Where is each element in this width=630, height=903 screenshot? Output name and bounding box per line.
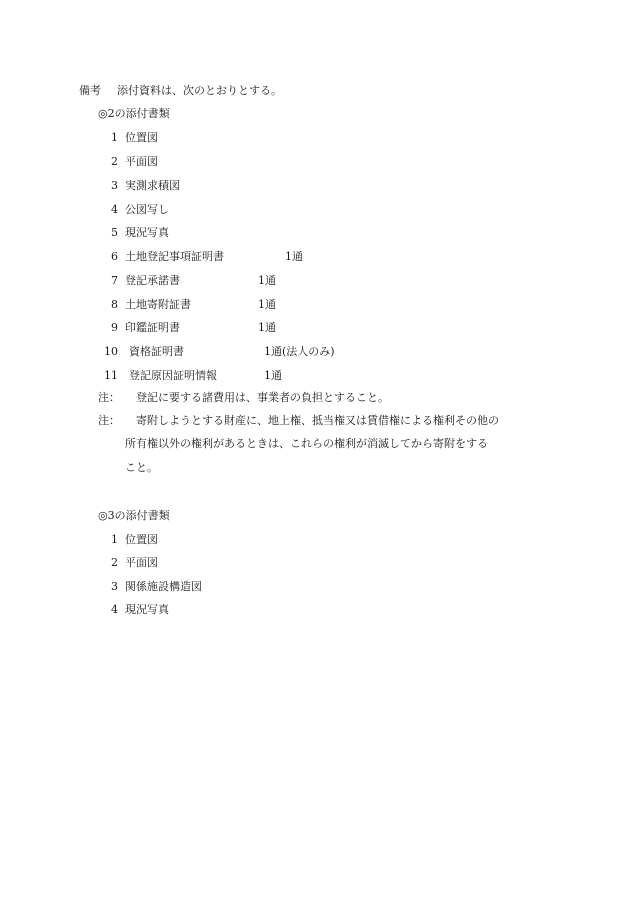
list-item <box>100 369 282 383</box>
note-text: 寄附しようとする財産に、地上権、抵当権又は賃借権による権利その他の <box>136 414 499 427</box>
note-mark: 注： <box>98 414 120 427</box>
item-number: 9 <box>111 321 118 334</box>
list-item <box>100 155 158 169</box>
item-number: 1 <box>111 533 118 546</box>
item-label: 位置図 <box>125 533 158 546</box>
list-item <box>100 345 335 359</box>
item-label: 公図写し <box>125 203 169 216</box>
item-label: 土地登記事項証明書 <box>125 250 224 263</box>
item-label: 平面図 <box>125 556 158 569</box>
item-quantity: 1通 <box>258 298 276 311</box>
item-number: 8 <box>111 298 118 311</box>
section3-title: ◎3の添付書類 <box>98 509 170 522</box>
list-item <box>100 131 158 145</box>
item-label: 位置図 <box>125 131 158 144</box>
list-item <box>100 580 202 594</box>
note-2-continuation: こと。 <box>125 461 158 474</box>
remarks-text: 添付資料は、次のとおりとする。 <box>117 84 282 97</box>
item-label: 平面図 <box>125 155 158 168</box>
item-label: 現況写真 <box>125 226 169 239</box>
item-number: 6 <box>111 250 118 263</box>
item-number: 4 <box>111 603 118 616</box>
item-quantity: 1通 <box>285 250 303 263</box>
item-label: 印鑑証明書 <box>125 321 180 334</box>
list-item <box>100 533 158 547</box>
item-number: 3 <box>111 179 118 192</box>
list-item <box>100 274 276 288</box>
list-item <box>100 321 276 335</box>
item-label: 資格証明書 <box>129 345 184 358</box>
note-1 <box>98 391 389 405</box>
item-label: 現況写真 <box>125 603 169 616</box>
list-item <box>100 298 276 312</box>
note-text: 登記に要する諸費用は、事業者の負担とすること。 <box>136 391 389 404</box>
item-number: 2 <box>111 155 118 168</box>
section2-title: ◎2の添付書類 <box>98 107 170 120</box>
item-label: 土地寄附証書 <box>125 298 191 311</box>
item-number: 10 <box>104 345 118 358</box>
item-quantity: 1通 <box>264 369 282 382</box>
item-quantity: 1通 <box>258 274 276 287</box>
item-number: 1 <box>111 131 118 144</box>
remarks-label: 備考 <box>79 84 101 97</box>
note-2 <box>98 414 499 428</box>
list-item <box>100 603 169 617</box>
item-number: 3 <box>111 580 118 593</box>
remarks-line <box>79 84 282 98</box>
item-number: 11 <box>104 369 118 382</box>
list-item <box>100 226 169 240</box>
item-label: 登記原因証明情報 <box>129 369 217 382</box>
list-item <box>100 556 158 570</box>
item-quantity: 1通 <box>258 321 276 334</box>
item-label: 実測求積図 <box>125 179 180 192</box>
item-number: 5 <box>111 226 118 239</box>
item-label: 関係施設構造図 <box>125 580 202 593</box>
list-item <box>100 250 303 264</box>
item-number: 2 <box>111 556 118 569</box>
item-label: 登記承諾書 <box>125 274 180 287</box>
item-number: 4 <box>111 203 118 216</box>
list-item <box>100 203 169 217</box>
item-quantity: 1通(法人のみ) <box>264 345 335 358</box>
note-2-continuation: 所有権以外の権利があるときは、これらの権利が消滅してから寄附をする <box>125 437 488 450</box>
list-item <box>100 179 180 193</box>
item-number: 7 <box>111 274 118 287</box>
note-mark: 注： <box>98 391 120 404</box>
